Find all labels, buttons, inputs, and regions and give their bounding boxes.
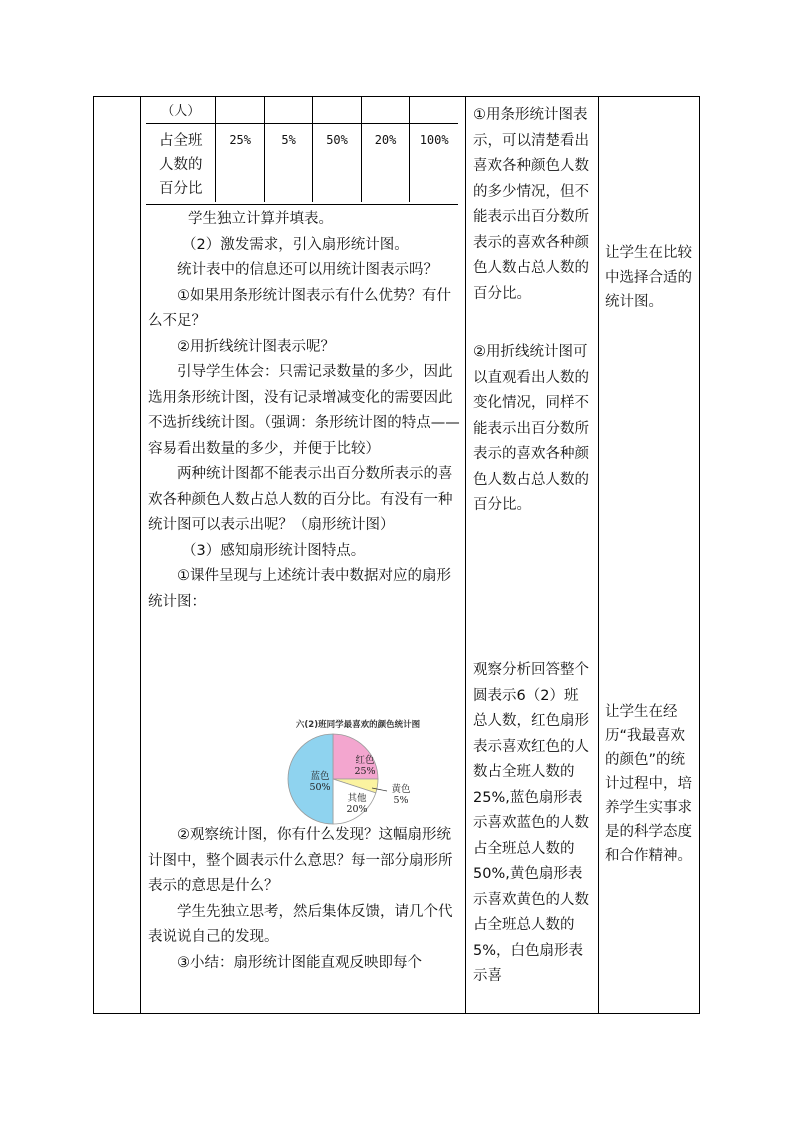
count-cell <box>216 96 265 123</box>
column-divider-2 <box>465 96 466 1014</box>
percent-cell: 5% <box>264 123 312 202</box>
paragraph: ③小结：扇形统计图能直观反映即每个 <box>177 954 422 971</box>
count-row-label: （人） <box>146 96 216 123</box>
stats-table-count-row <box>146 96 458 123</box>
paragraph: 引导学生体会：只需记录数量的多少，因此选用条形统计图，没有记录增减变化的需要因此不选折线统计图。（强调：条形统计图的特点——容易看出数量的多少，并便于比较） <box>148 364 460 457</box>
percent-cell: 50% <box>313 123 362 202</box>
slice-name: 黄色 <box>391 784 411 795</box>
count-cell <box>313 96 362 123</box>
student-activity-block-2: ②用折线统计图可以直观看出人数的变化情况，同样不能表示出百分数所表示的喜欢各种颜色人数占总人数的百分比。 <box>473 344 589 513</box>
pie-label-red <box>347 755 383 777</box>
paragraph: 学生独立计算并填表。 <box>188 211 333 227</box>
slice-value: 50% <box>309 782 331 793</box>
chart-title: 六(2)班同学最喜欢的颜色统计图 <box>295 720 421 730</box>
stats-table <box>146 96 458 202</box>
student-activity-block-1: ①用条形统计图表示，可以清楚看出喜欢各种颜色人数的多少情况，但不能表示出百分数所表示的喜欢各种颜色人数占总人数的百分比。 <box>473 107 589 302</box>
design-intent-note-1: 让学生在比较中选择合适的统计图。 <box>605 245 692 310</box>
percent-cell: 20% <box>361 123 410 202</box>
teaching-process-text-continued <box>148 823 460 976</box>
stats-table-percent-row <box>146 123 458 202</box>
label-line: 占全班 <box>158 132 203 149</box>
design-intent-note-2: 让学生在经历“我最喜欢的颜色”的统计过程中，培养学生实事求是的科学态度和合作精神。 <box>605 704 692 864</box>
paragraph: （3）感知扇形统计图特点。 <box>182 542 366 559</box>
pie-label-yellow <box>386 784 416 806</box>
paragraph: ①如果用条形统计图表示有什么优势？有什么不足？ <box>148 287 451 329</box>
percent-cell: 25% <box>216 123 265 202</box>
paragraph: ②用折线统计图表示呢？ <box>177 338 335 355</box>
count-cell <box>264 96 312 123</box>
paragraph: 学生先独立思考，然后集体反馈，请几个代表说说自己的发现。 <box>148 903 453 945</box>
teaching-process-text <box>148 207 460 615</box>
paragraph: 统计表中的信息还可以用统计图表示吗？ <box>177 262 438 278</box>
count-cell <box>410 96 458 123</box>
slice-value: 20% <box>346 804 368 815</box>
label-line: 百分比 <box>158 180 203 197</box>
paragraph: 两种统计图都不能表示出百分数所表示的喜欢各种颜色人数占总人数的百分比。有没有一种统计图可以表示出呢？（扇形统计图） <box>148 466 453 533</box>
pie-label-blue <box>302 771 338 793</box>
paragraph: ①课件呈现与上述统计表中数据对应的扇形统计图： <box>148 568 451 610</box>
count-cell <box>361 96 410 123</box>
paragraph: ②观察统计图，你有什么发现？这幅扇形统计图中，整个圆表示什么意思？每一部分扇形所表示的意思是什么？ <box>148 827 453 894</box>
pie-label-other <box>341 793 373 815</box>
label-line: 人数的 <box>158 156 203 173</box>
student-activity-block-3: 观察分析回答整个圆表示6（2）班总人数，红色扇形表示喜欢红色的人数占全班人数的25%,蓝色扇形表示喜欢蓝色的人数占全班总人数的50%,黄色扇形表示喜欢黄色的人数占全班总人数的5%，白色扇形表示喜 <box>473 662 589 984</box>
pie-chart <box>268 718 448 826</box>
percent-cell: 100% <box>419 132 449 147</box>
slice-value: 5% <box>393 795 409 806</box>
paragraph: （2）激发需求，引入扇形统计图。 <box>182 236 409 253</box>
slice-name: 蓝色 <box>310 771 330 782</box>
column-divider-1 <box>140 96 141 1014</box>
slice-name: 其他 <box>347 793 367 804</box>
column-divider-3 <box>598 96 599 1014</box>
slice-value: 25% <box>354 766 376 777</box>
stats-table-bottom-line <box>146 204 458 205</box>
percent-row-label <box>146 123 216 202</box>
slice-name: 红色 <box>355 755 375 766</box>
